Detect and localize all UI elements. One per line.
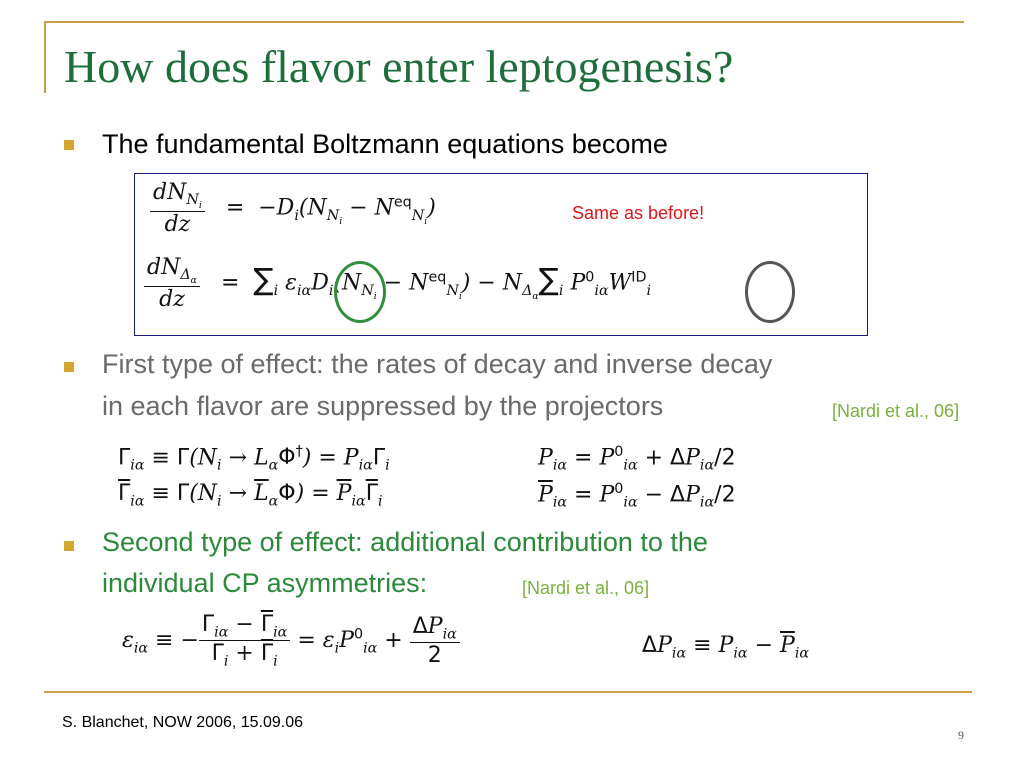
slide-title: How does flavor enter leptogenesis? — [64, 41, 734, 92]
page-number: 9 — [958, 728, 964, 742]
citation-nardi-2: [Nardi et al., 06] — [522, 578, 650, 598]
projector-highlight-circle — [745, 261, 795, 323]
cp-asymmetry-equation: $\varepsilon_{i\alpha}$ ≡ − $\frac{\Gamma_{i\alpha} - \overline{\Gamma}_{i\alpha}}{\Gamma_i + \overline{\Gamma}_i}$ = $\varepsilon_iP^0_{i\alpha}$ + $\frac{\Delta P_{i\alpha}}{2}$ — [122, 612, 460, 670]
delta-p-definition-equation: $\Delta P_{i\alpha} \equiv P_{i\alpha} - \overline{P}_{i\alpha}$ — [642, 633, 810, 662]
boltzmann-equation-2: $\frac{dN_{\Delta_\alpha}}{dz}$ = $\sum_i$ $\varepsilon_{i\alpha}D_i(N_{N_i} - N^{eq}_{N_i}) - N_{\Delta_\alpha}\sum_i$ $P^0_{i\alpha}W^{ID}_i$ — [144, 255, 651, 312]
frame-left-line — [44, 21, 46, 93]
same-as-before-note: Same as before! — [572, 203, 705, 223]
bullet-2-line-2: in each flavor are suppressed by the projectors — [102, 391, 664, 421]
gamma-definition-equation: $\Gamma_{i\alpha} \equiv \Gamma(N_i \to L_\alpha\Phi^\dagger) = P_{i\alpha}\Gamma_i$ — [118, 444, 390, 474]
boltzmann-equation-1: $\frac{dN_{N_i}}{dz}$ = $-D_i(N_{N_i} - N^{eq}_{N_i})$ — [150, 180, 436, 237]
projector-sum-equation: $P_{i\alpha} = P^0_{i\alpha} + \Delta P_{i\alpha}/2$ — [538, 444, 736, 474]
first-type-rest: : the rates of decay and inverse decay — [316, 349, 773, 379]
bullet-marker-2 — [64, 362, 74, 372]
citation-nardi-1: [Nardi et al., 06] — [832, 401, 960, 421]
footer-divider-line — [44, 691, 972, 693]
bullet-3-line-2: individual CP asymmetries: — [102, 568, 428, 598]
first-type-label: First type of effect — [102, 349, 317, 379]
gamma-bar-definition-equation: $\overline{\Gamma}_{i\alpha} \equiv \Gamma(N_i \to \overline{L}_\alpha\Phi) = \overline{P}_{i\alpha}\overline{\Gamma}_i$ — [118, 481, 383, 510]
frame-top-line — [44, 21, 964, 23]
bullet-2-line-1 — [102, 348, 772, 380]
bullet-3-line-1: Second type of effect: additional contribution to the — [102, 527, 708, 557]
bullet-marker-1 — [64, 140, 74, 150]
projector-bar-equation: $\overline{P}_{i\alpha} = P^0_{i\alpha} - \Delta P_{i\alpha}/2$ — [538, 481, 736, 511]
epsilon-highlight-circle — [334, 261, 386, 323]
footer-text: S. Blanchet, NOW 2006, 15.09.06 — [62, 714, 304, 731]
bullet-1-text: The fundamental Boltzmann equations become — [102, 129, 668, 159]
bullet-marker-3 — [64, 541, 74, 551]
